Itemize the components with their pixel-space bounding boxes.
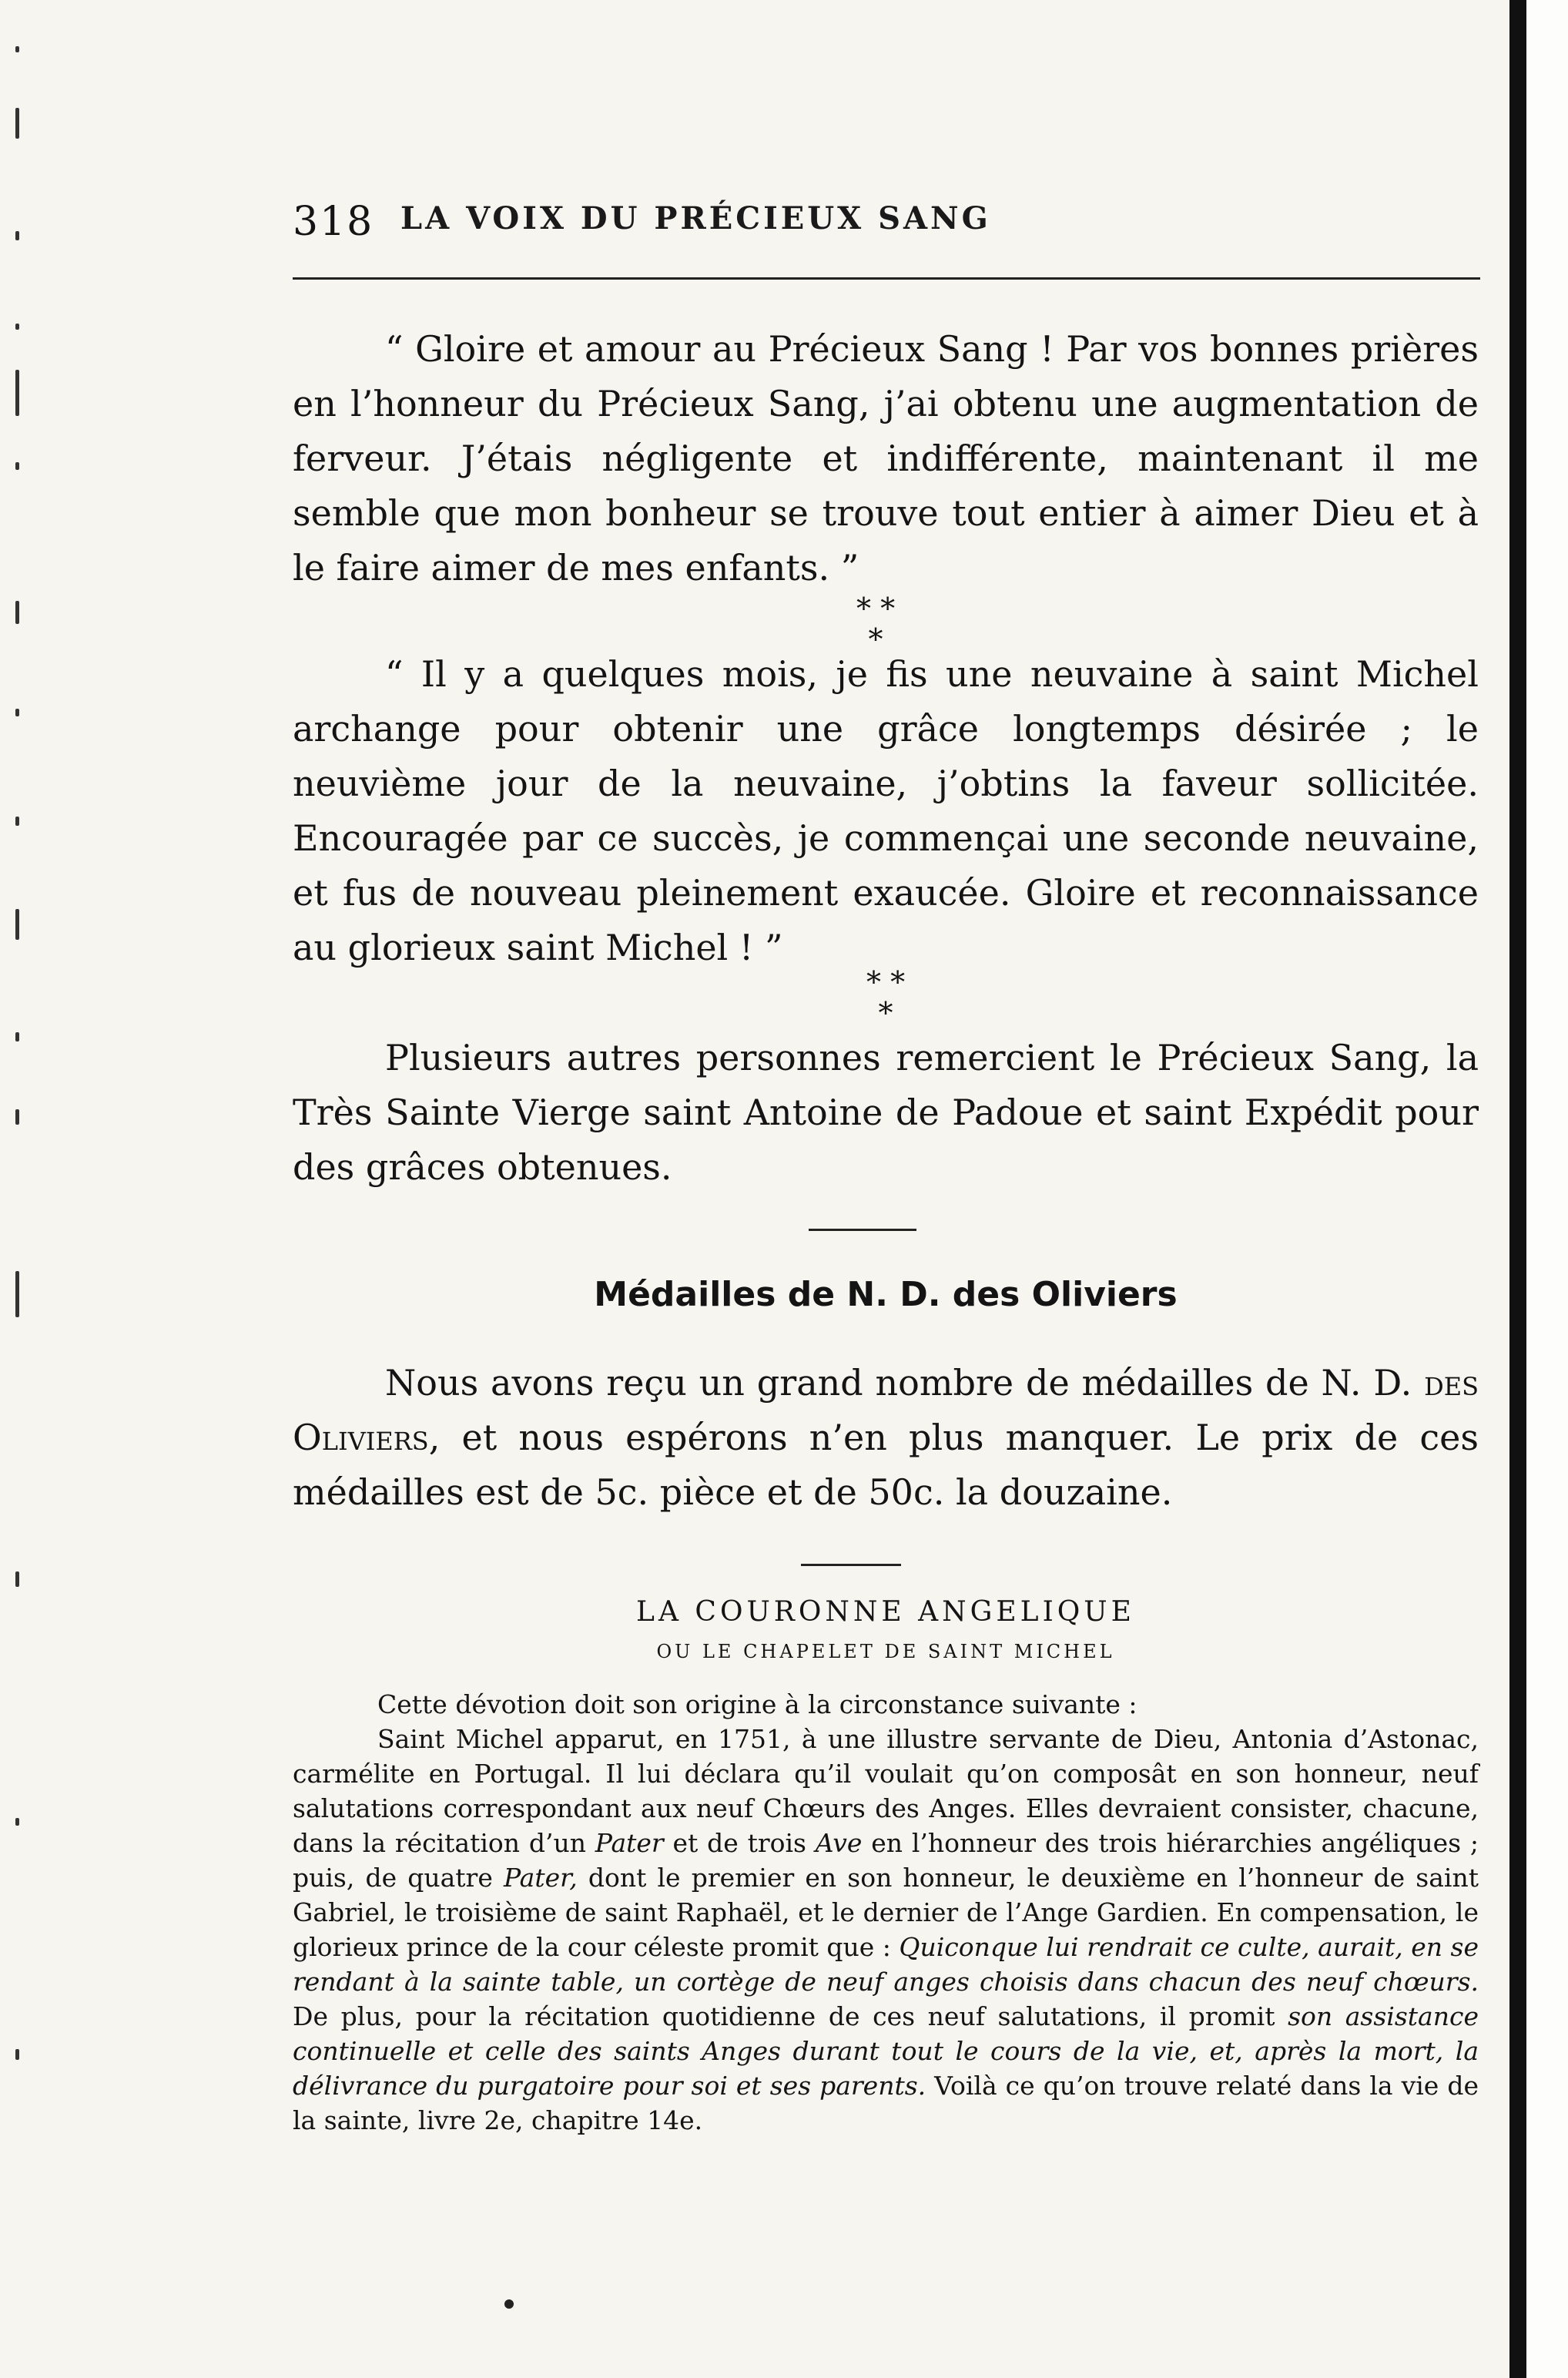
running-head — [293, 199, 1494, 253]
couronne-subheading: OU LE CHAPELET DE SAINT MICHEL — [656, 1641, 1115, 1662]
separator-asterism: * * * — [856, 592, 896, 656]
page-number: 318 — [293, 199, 374, 245]
couronne-italic: Pater, — [503, 1863, 578, 1893]
couronne-text: Voilà ce qu’on trouve relaté dans la vie de la sainte, livre 2e, chapitre 14e. — [293, 2071, 1479, 2135]
couronne-text: dont le premier en son honneur, le deuxième en l’honneur de saint Gabriel, le troisième de saint Raphaël, et le dernier de l’Ange Gardien. En compensation, le glorieux prince de la cour céleste promit que : — [293, 1863, 1479, 1962]
couronne-heading: LA COURONNE ANGELIQUE — [636, 1596, 1135, 1628]
header-rule — [293, 277, 1480, 280]
running-title: LA VOIX DU PRÉCIEUX SANG — [400, 200, 991, 236]
couronne-promise: Quiconque lui rendrait ce culte, aurait, en se rendant à la sainte table, un cortège de neuf anges choisis dans chacun des neuf chœurs. — [293, 1932, 1479, 1997]
testimonial-2: “ Il y a quelques mois, je fis une neuvaine à saint Michel archange pour obtenir une grâce longtemps désirée ; le neuvième jour de la neuvaine, j’obtins la faveur sollicitée. Encouragée par ce succès, je commençai une seconde neuvaine, et fus de nouveau pleinement exaucée. Gloire et reconnaissance au glorieux saint Michel ! ” — [293, 653, 1479, 968]
couronne-promise: son assistance continuelle et celle des saints Anges durant tout le cours de la vie, et, après la mort, la délivrance du purgatoire pour soi et ses parents. — [293, 2001, 1479, 2101]
page-edge — [1526, 0, 1568, 2378]
couronne-italic: Ave — [815, 1828, 863, 1858]
testimonial-3: Plusieurs autres personnes remercient le Précieux Sang, la Très Sainte Vierge saint Antoine de Padoue et saint Expédit pour des grâces obtenues. — [293, 1037, 1479, 1188]
medailles-text: Nous avons reçu un grand nombre de médailles de N. D. — [385, 1362, 1425, 1404]
scan-dot — [504, 2299, 514, 2309]
medailles-paragraph — [293, 1356, 1479, 1520]
couronne-intro: Cette dévotion doit son origine à la circonstance suivante : — [377, 1689, 1137, 1719]
testimonial-1: “ Gloire et amour au Précieux Sang ! Par vos bonnes prières en l’honneur du Précieux Sang, j’ai obtenu une augmentation de ferveur. J’étais négligente et indifférente, maintenant il me semble que mon bonheur se trouve tout entier à aimer Dieu et à le faire aimer de mes enfants. ” — [293, 328, 1479, 589]
scan-binding-shadow — [1509, 0, 1526, 2378]
medailles-small-caps: des Oliviers — [293, 1362, 1479, 1458]
section-rule — [801, 1564, 901, 1566]
couronne-text: De plus, pour la récitation quotidienne de ces neuf salutations, il promit — [293, 2001, 1288, 2031]
scan-margin-marks — [15, 46, 31, 2280]
couronne-paragraph — [293, 1722, 1479, 2138]
section-rule — [809, 1229, 916, 1231]
medailles-text: , et nous espérons n’en plus manquer. Le prix de ces médailles est de 5c. pièce et de 50c. la douzaine. — [293, 1417, 1479, 1513]
separator-asterism: * * * — [866, 965, 906, 1030]
couronne-italic: Pater — [595, 1828, 664, 1858]
couronne-text: en l’honneur des trois hiérarchies angéliques ; puis, de quatre — [293, 1828, 1479, 1893]
section-title-medailles: Médailles de N. D. des Oliviers — [594, 1275, 1178, 1314]
couronne-text: Saint Michel apparut, en 1751, à une illustre servante de Dieu, Antonia d’Astonac, carmélite en Portugal. Il lui déclara qu’il voulait qu’on composât en son honneur, neuf salutations correspondant aux neuf Chœurs des Anges. Elles devraient consister, chacune, dans la récitation d’un — [293, 1724, 1479, 1858]
couronne-text: et de trois — [663, 1828, 816, 1858]
